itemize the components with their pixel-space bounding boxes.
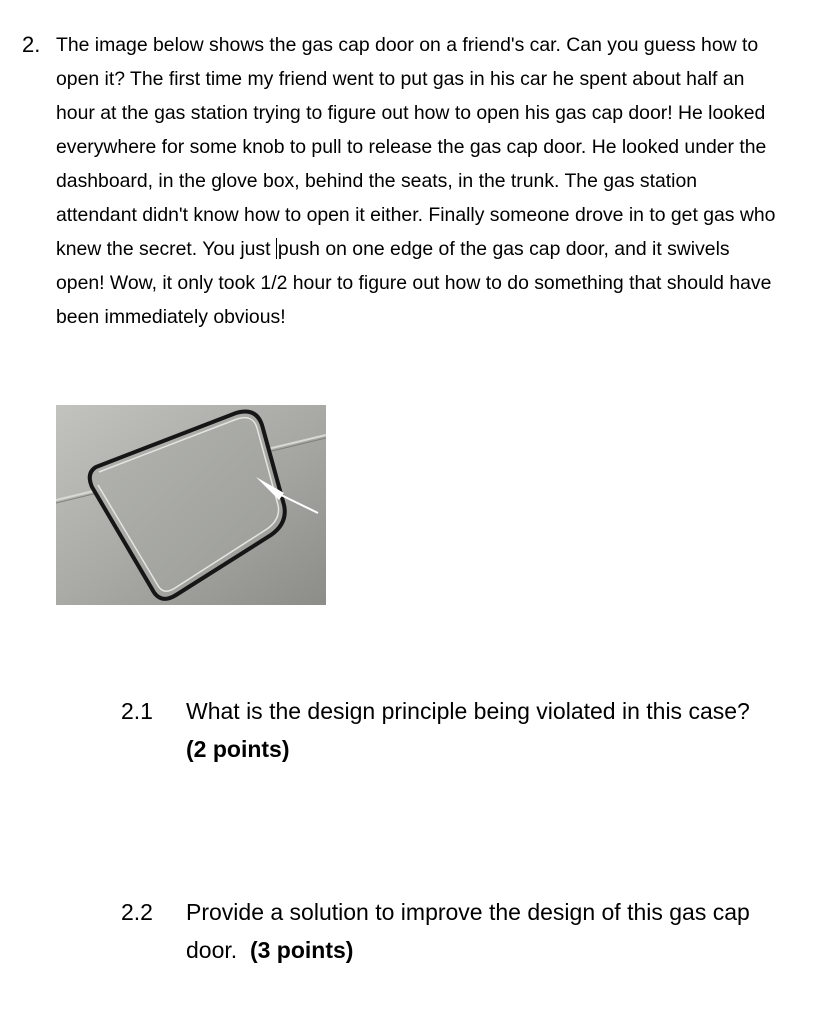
subquestion-prompt: What is the design principle being violated in this case? bbox=[186, 698, 750, 724]
gas-cap-door-illustration bbox=[56, 405, 326, 605]
subquestion-number: 2.1 bbox=[121, 698, 153, 724]
subquestion-prompt: Provide a solution to improve the design of this gas cap door. bbox=[186, 899, 750, 963]
text-cursor bbox=[276, 238, 277, 259]
subquestion-2-2 bbox=[121, 893, 781, 969]
question-block bbox=[22, 28, 802, 334]
subquestion-2-1 bbox=[121, 692, 781, 768]
points-label: (2 points) bbox=[186, 736, 290, 762]
question-text-part-1: The image below shows the gas cap door on a friend's car. Can you guess how to open it? The first time my friend went to put gas in his car he spent about half an hour at the gas station trying to figure out how to open his gas cap door! He looked everywhere for some knob to pull to release the gas cap door. He looked under the dashboard, in the glove box, behind the seats, in the trunk. The gas station attendant didn't know how to open it either. Finally someone drove in to get gas who knew the secret. You just bbox=[56, 34, 776, 260]
question-text-part-2: push on one edge of the gas cap door, and it swivels open! Wow, it only took 1/2 hour to figure out how to do something that should have been immediately obvious! bbox=[56, 238, 772, 328]
points-label: (3 points) bbox=[249, 937, 354, 963]
subquestion-text bbox=[186, 692, 781, 768]
subquestion-number: 2.2 bbox=[121, 899, 153, 925]
gas-cap-door-photo bbox=[56, 405, 326, 605]
subquestion-text bbox=[186, 893, 781, 969]
question-text bbox=[56, 28, 776, 334]
question-number: 2. bbox=[22, 32, 41, 57]
